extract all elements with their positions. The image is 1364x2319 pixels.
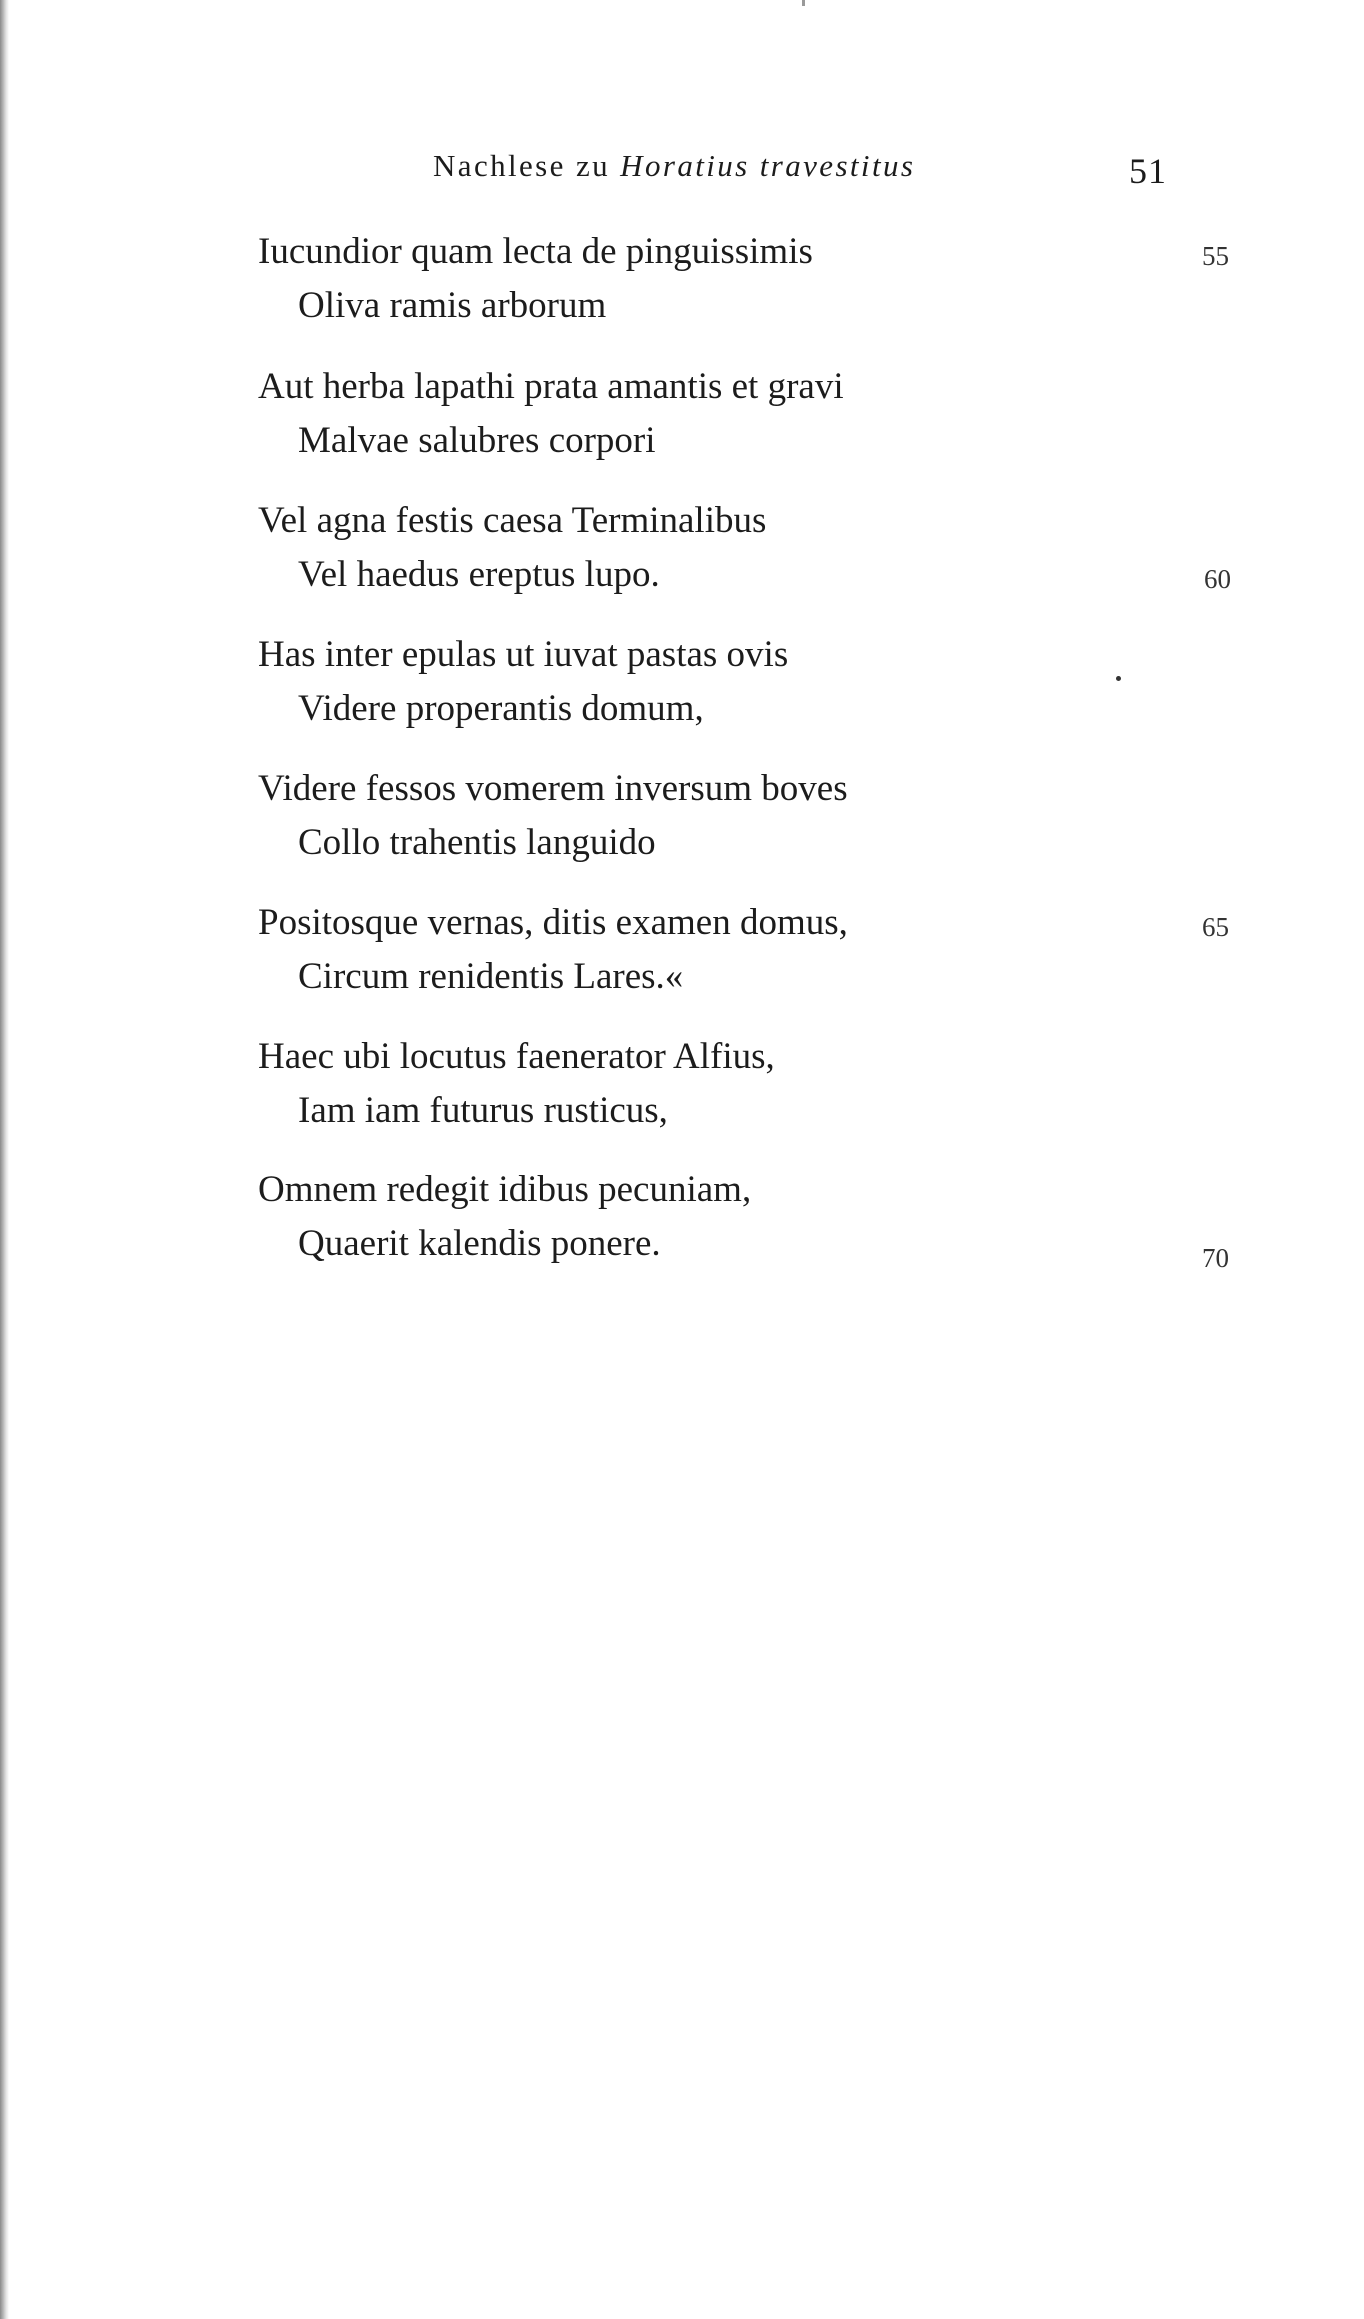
- verse-text: Videre properantis domum,: [298, 688, 704, 729]
- scan-mark: [802, 0, 805, 6]
- verse-text: Omnem redegit idibus pecuniam,: [258, 1169, 752, 1210]
- stanza: [258, 360, 1258, 468]
- verse-text: Iucundior quam lecta de pinguissimis: [258, 231, 813, 272]
- verse-line: [258, 950, 1258, 1004]
- verse-text: Aut herba lapathi prata amantis et gravi: [258, 366, 844, 407]
- verse-text: Iam iam futurus rusticus,: [298, 1090, 668, 1131]
- verse-line: [258, 628, 1258, 682]
- line-number: 60: [1204, 564, 1231, 594]
- verse-text: Collo trahentis languido: [298, 822, 656, 863]
- verse-line: [258, 414, 1258, 468]
- verse-line: [258, 279, 1258, 333]
- page-number: 51: [1129, 151, 1167, 191]
- stanza: [258, 1163, 1258, 1271]
- verse-line: [258, 494, 1258, 548]
- verse-line: [258, 1217, 1258, 1271]
- stanza: [258, 762, 1258, 870]
- verse-line: [258, 225, 1258, 279]
- verse-line: [258, 682, 1258, 736]
- verse-line: [258, 896, 1258, 950]
- verse-line: [258, 1084, 1258, 1138]
- line-number: 70: [1202, 1243, 1229, 1273]
- verse-text: Haec ubi locutus faenerator Alfius,: [258, 1036, 775, 1077]
- verse-text: Videre fessos vomerem inversum boves: [258, 768, 848, 809]
- stanza: [258, 494, 1258, 602]
- verse-text: Quaerit kalendis ponere.: [298, 1223, 661, 1264]
- verse-text: Oliva ramis arborum: [298, 285, 607, 326]
- stanza: [258, 628, 1258, 736]
- verse-line: [258, 762, 1258, 816]
- verse-line: [258, 816, 1258, 870]
- book-spine-shadow: [0, 0, 9, 2319]
- verse-text: Malvae salubres corpori: [298, 420, 656, 461]
- running-head: [433, 148, 915, 184]
- verse-line: [258, 360, 1258, 414]
- verse-text: Vel agna festis caesa Terminalibus: [258, 500, 767, 541]
- line-number: 65: [1202, 912, 1229, 942]
- running-head-roman: Nachlese zu: [433, 148, 621, 183]
- verse-text: Vel haedus ereptus lupo.: [298, 554, 660, 595]
- verse-text: Circum renidentis Lares.«: [298, 956, 684, 997]
- stanza: [258, 225, 1258, 333]
- running-head-italic: Horatius travestitus: [620, 148, 916, 183]
- stanza: [258, 1030, 1258, 1138]
- verse-line: [258, 1030, 1258, 1084]
- verse-line: [258, 1163, 1258, 1217]
- verse-text: Has inter epulas ut iuvat pastas ovis: [258, 634, 789, 675]
- verse-text: Positosque vernas, ditis examen domus,: [258, 902, 848, 943]
- line-number: 55: [1202, 241, 1229, 271]
- ink-speck: [1116, 676, 1121, 681]
- verse-line: [258, 548, 1258, 602]
- stanza: [258, 896, 1258, 1004]
